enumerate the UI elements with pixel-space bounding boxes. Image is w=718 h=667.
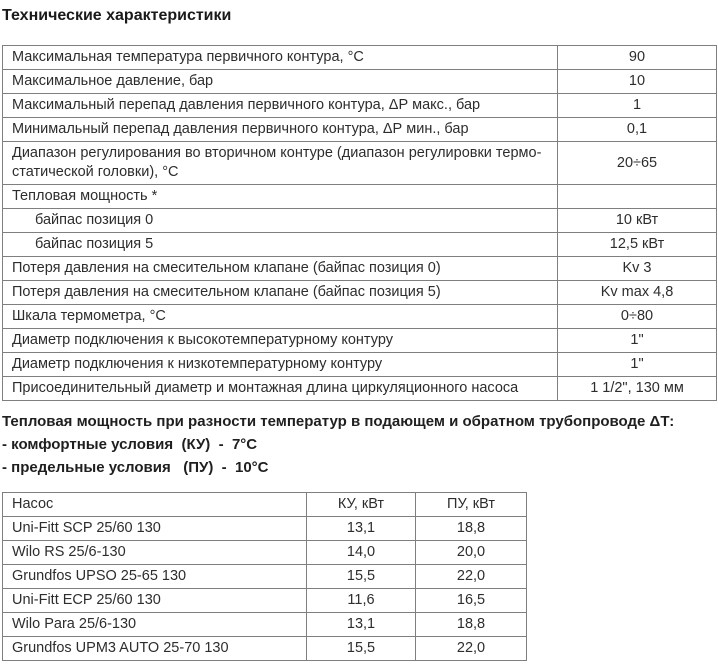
spec-label: Диапазон регулирования во вторичном контуре (диапазон регулировки термо-статической головки), °С xyxy=(3,142,558,185)
spec-row xyxy=(3,257,717,281)
thermal-power-notes xyxy=(2,410,718,479)
pump-pu-value: 18,8 xyxy=(416,517,527,541)
spec-value: Kv max 4,8 xyxy=(558,281,717,305)
pump-row xyxy=(3,517,527,541)
pump-ku-value: 13,1 xyxy=(307,517,416,541)
spec-value xyxy=(558,185,717,209)
spec-value: 10 кВт xyxy=(558,209,717,233)
spec-label: Минимальный перепад давления первичного контура, ΔР мин., бар xyxy=(3,118,558,142)
spec-label: Шкала термометра, °С xyxy=(3,305,558,329)
spec-value: 0÷80 xyxy=(558,305,717,329)
ku-column-header: КУ, кВт xyxy=(307,493,416,517)
spec-value: 1 1/2", 130 мм xyxy=(558,377,717,401)
spec-label: Тепловая мощность * xyxy=(3,185,558,209)
specs-table-body xyxy=(3,46,717,401)
pump-name: Grundfos UPM3 AUTO 25-70 130 xyxy=(3,637,307,661)
pump-pu-value: 20,0 xyxy=(416,541,527,565)
pump-table-header-row xyxy=(3,493,527,517)
spec-value: 90 xyxy=(558,46,717,70)
note-limit-conditions: - предельные условия (ПУ) - 10°С xyxy=(2,459,269,476)
pump-name: Wilo Para 25/6-130 xyxy=(3,613,307,637)
spec-row xyxy=(3,70,717,94)
spec-row xyxy=(3,142,717,185)
spec-label: Максимальная температура первичного контура, °С xyxy=(3,46,558,70)
pump-name: Grundfos UPSO 25-65 130 xyxy=(3,565,307,589)
note-comfort-conditions: - комфортные условия (КУ) - 7°С xyxy=(2,436,258,453)
spec-label: Максимальный перепад давления первичного контура, ΔР макс., бар xyxy=(3,94,558,118)
specs-table xyxy=(2,45,717,401)
spec-value: Kv 3 xyxy=(558,257,717,281)
spec-label: байпас позиция 0 xyxy=(3,209,558,233)
pump-column-header: Насос xyxy=(3,493,307,517)
spec-row xyxy=(3,329,717,353)
spec-label: Диаметр подключения к высокотемпературному контуру xyxy=(3,329,558,353)
spec-row xyxy=(3,353,717,377)
spec-row xyxy=(3,46,717,70)
spec-label: байпас позиция 5 xyxy=(3,233,558,257)
spec-row xyxy=(3,377,717,401)
pump-row xyxy=(3,613,527,637)
pump-pu-value: 16,5 xyxy=(416,589,527,613)
spec-value: 1 xyxy=(558,94,717,118)
spec-value: 1" xyxy=(558,353,717,377)
pump-row xyxy=(3,541,527,565)
pu-column-header: ПУ, кВт xyxy=(416,493,527,517)
spec-row xyxy=(3,94,717,118)
spec-label: Присоединительный диаметр и монтажная длина циркуляционного насоса xyxy=(3,377,558,401)
spec-value: 12,5 кВт xyxy=(558,233,717,257)
pump-name: Wilo RS 25/6-130 xyxy=(3,541,307,565)
spec-label: Потеря давления на смесительном клапане (байпас позиция 0) xyxy=(3,257,558,281)
spec-row xyxy=(3,281,717,305)
spec-row xyxy=(3,209,717,233)
pump-table-body xyxy=(3,517,527,661)
pump-table xyxy=(2,492,527,661)
pump-row xyxy=(3,637,527,661)
pump-name: Uni-Fitt ECP 25/60 130 xyxy=(3,589,307,613)
pump-row xyxy=(3,565,527,589)
pump-row xyxy=(3,589,527,613)
pump-pu-value: 18,8 xyxy=(416,613,527,637)
pump-pu-value: 22,0 xyxy=(416,637,527,661)
spec-row xyxy=(3,305,717,329)
pump-pu-value: 22,0 xyxy=(416,565,527,589)
spec-label: Максимальное давление, бар xyxy=(3,70,558,94)
spec-label: Диаметр подключения к низкотемпературному контуру xyxy=(3,353,558,377)
pump-name: Uni-Fitt SCP 25/60 130 xyxy=(3,517,307,541)
spec-value: 1" xyxy=(558,329,717,353)
pump-ku-value: 15,5 xyxy=(307,637,416,661)
spec-row xyxy=(3,233,717,257)
spec-label: Потеря давления на смесительном клапане (байпас позиция 5) xyxy=(3,281,558,305)
note-delta-t: Тепловая мощность при разности температур в подающем и обратном трубопроводе ΔТ: xyxy=(2,413,675,430)
spec-row xyxy=(3,185,717,209)
pump-ku-value: 13,1 xyxy=(307,613,416,637)
spec-value: 10 xyxy=(558,70,717,94)
page-title: Технические характеристики xyxy=(2,7,232,24)
pump-ku-value: 11,6 xyxy=(307,589,416,613)
pump-ku-value: 15,5 xyxy=(307,565,416,589)
spec-value: 20÷65 xyxy=(558,142,717,185)
spec-row xyxy=(3,118,717,142)
spec-value: 0,1 xyxy=(558,118,717,142)
pump-ku-value: 14,0 xyxy=(307,541,416,565)
